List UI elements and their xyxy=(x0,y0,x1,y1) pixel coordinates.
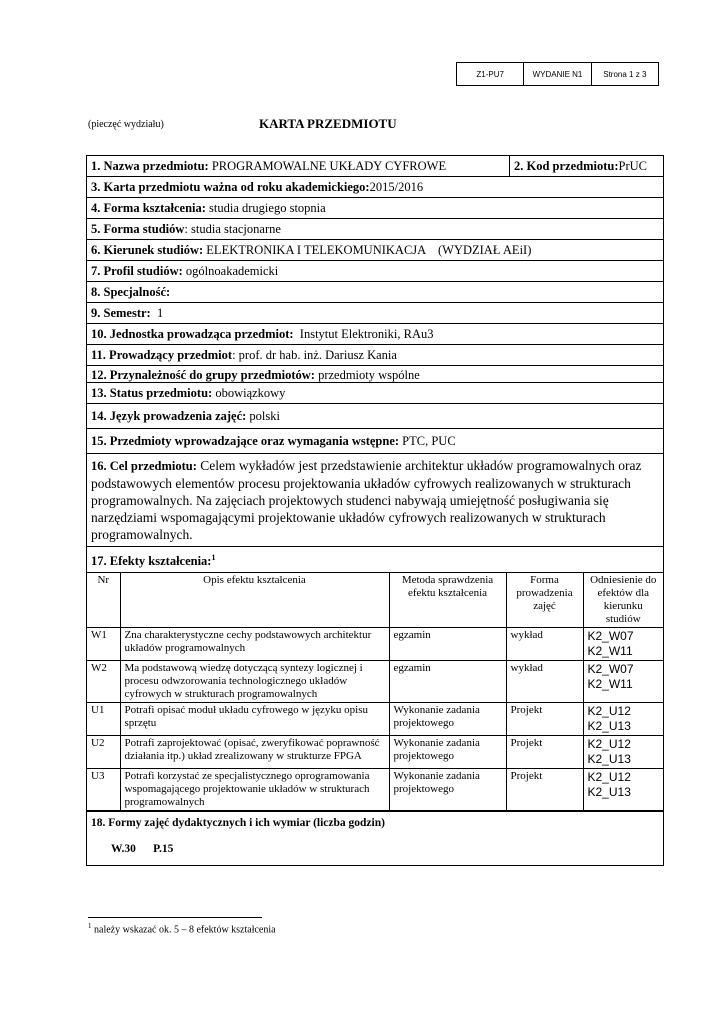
cell-ref xyxy=(583,661,663,703)
value: Instytut Elektroniki, RAu3 xyxy=(299,327,434,341)
row-valid-from xyxy=(87,176,663,197)
header-desc: Opis efektu kształcenia xyxy=(120,573,389,628)
row-learning-outcomes xyxy=(87,546,663,572)
cell-desc: Zna charakterystyczne cechy podstawowych architektur układów programowalnych xyxy=(120,628,389,661)
cell-ref xyxy=(583,769,663,811)
cell-desc: Potrafi opisać moduł układu cyfrowego w języku opisu sprzętu xyxy=(120,703,389,736)
label: 5. Forma studiów xyxy=(91,222,185,236)
page-title: KARTA PRZEDMIOTU xyxy=(259,116,397,131)
label: 15. Przedmioty wprowadzające oraz wymagania wstępne: xyxy=(91,434,400,448)
cell-method: egzamin xyxy=(389,628,506,661)
row-class-forms xyxy=(87,811,663,865)
label: 12. Przynależność do grupy przedmiotów: xyxy=(91,368,315,382)
cell-nr: U2 xyxy=(87,736,120,769)
label: 17. Efekty kształcenia: xyxy=(91,554,212,569)
label: 16. Cel przedmiotu: xyxy=(91,459,197,473)
cell-method: Wykonanie zadania projektowego xyxy=(389,736,506,769)
header-form: Forma prowadzenia zajęć xyxy=(506,573,583,628)
cell-ref xyxy=(583,628,663,661)
ref-code: K2_U12 xyxy=(587,737,631,752)
row-course-group xyxy=(87,365,663,382)
doc-code: Z1-PU7 xyxy=(476,69,504,79)
row-course-name xyxy=(87,156,663,176)
hours-value: W.30 P.15 xyxy=(111,843,174,856)
value: Celem wykładów jest przedstawienie architektur układów programowalnych oraz podstawowych elementów procesu projektowania układów cyfrowych realizowanych w strukturach programowalnych. Na zajęciach projektowych studenci nabywają umiejętność posługiwania się narzędziami wspomagającymi projektowanie układów cyfrowych realizowanych w strukturach programowalnych. xyxy=(91,458,642,542)
header-ref: Odniesienie do efektów dla kierunku studiów xyxy=(583,573,663,628)
row-study-form xyxy=(87,218,663,239)
value: : prof. dr hab. inż. Dariusz Kania xyxy=(232,348,397,362)
label: 9. Semestr: xyxy=(91,306,151,320)
cell-form: Projekt xyxy=(506,736,583,769)
row-language xyxy=(87,403,663,428)
label: 11. Prowadzący przedmiot xyxy=(91,348,233,362)
value: obowiązkowy xyxy=(215,386,286,400)
label: 18. Formy zajęć dydaktycznych i ich wymiar (liczba godzin) xyxy=(91,817,385,830)
cell-desc: Potrafi zaprojektować (opisać, zweryfikować poprawność działania itp.) układ zrealizowany w strukturze FPGA xyxy=(120,736,389,769)
ref-code: K2_U13 xyxy=(587,752,631,767)
label: 6. Kierunek studiów: xyxy=(91,243,204,257)
cell-desc: Potrafi korzystać ze specjalistycznego oprogramowania wspomagającego projektowanie układów w strukturach programowalnych xyxy=(120,769,389,811)
row-unit xyxy=(87,323,663,344)
cell-form: wykład xyxy=(506,661,583,703)
ref-code: K2_U12 xyxy=(587,770,631,785)
row-specialization xyxy=(87,281,663,302)
cell-method: Wykonanie zadania projektowego xyxy=(389,769,506,811)
footnote-mark: 1 xyxy=(211,553,216,562)
ref-code: K2_U12 xyxy=(587,704,631,719)
cell-nr: W2 xyxy=(87,661,120,703)
footnote-number: 1 xyxy=(88,922,92,930)
value: przedmioty wspólne xyxy=(318,368,420,382)
footnote-separator xyxy=(88,917,262,918)
course-card xyxy=(86,155,664,866)
cell-nr: U3 xyxy=(87,769,120,811)
table-row xyxy=(87,736,663,769)
label: 10. Jednostka prowadząca przedmiot: xyxy=(91,327,294,341)
ref-code: K2_W07 xyxy=(587,662,634,677)
faculty-stamp-label: (pieczęć wydziału) xyxy=(88,119,164,130)
label: 8. Specjalność: xyxy=(91,285,171,299)
label: 7. Profil studiów: xyxy=(91,264,183,278)
table-row xyxy=(87,703,663,736)
ref-code: K2_U13 xyxy=(587,785,631,800)
cell-nr: U1 xyxy=(87,703,120,736)
value: 1 xyxy=(156,306,164,320)
cell-nr: W1 xyxy=(87,628,120,661)
row-study-profile xyxy=(87,260,663,281)
cell-form: Projekt xyxy=(506,769,583,811)
header-nr: Nr xyxy=(87,573,120,628)
ref-code: K2_W11 xyxy=(587,644,633,659)
ref-code: K2_W11 xyxy=(587,677,633,692)
cell-method: egzamin xyxy=(389,661,506,703)
footnote-text: należy wskazać ok. 5 – 8 efektów kształcenia xyxy=(91,924,276,936)
row-field-of-study xyxy=(87,239,663,260)
row-semester xyxy=(87,302,663,323)
value: ELEKTRONIKA I TELEKOMUNIKACJA (WYDZIAŁ AEiI) xyxy=(206,243,532,257)
document-header-box xyxy=(456,62,659,86)
outcomes-table-wrap xyxy=(87,572,663,811)
label: 3. Karta przedmiotu ważna od roku akademickiego: xyxy=(91,180,370,194)
label: 1. Nazwa przedmiotu: xyxy=(91,159,209,173)
row-course-goal xyxy=(87,453,663,546)
ref-code: K2_U13 xyxy=(587,719,631,734)
label: 13. Status przedmiotu: xyxy=(91,386,213,400)
doc-edition: WYDANIE N1 xyxy=(523,63,590,85)
value: studia drugiego stopnia xyxy=(209,201,326,215)
course-name: PROGRAMOWALNE UKŁADY CYFROWE xyxy=(211,159,447,173)
row-prerequisites xyxy=(87,428,663,453)
cell-method: Wykonanie zadania projektowego xyxy=(389,703,506,736)
ref-code: K2_W07 xyxy=(587,629,634,644)
row-lecturer xyxy=(87,344,663,365)
cell-form: Projekt xyxy=(506,703,583,736)
value: : studia stacjonarne xyxy=(184,222,281,236)
cell-ref xyxy=(583,736,663,769)
value: PTC, PUC xyxy=(402,434,456,448)
table-row xyxy=(87,661,663,703)
cell-desc: Ma podstawową wiedzę dotyczącą syntezy logicznej i procesu odwzorowania technologicznego układów cyfrowych w strukturach programowalnych xyxy=(120,661,389,703)
value: polski xyxy=(249,409,280,423)
row-education-form xyxy=(87,197,663,218)
cell-ref xyxy=(583,703,663,736)
value: 2015/2016 xyxy=(369,180,424,194)
label: 14. Język prowadzenia zajęć: xyxy=(91,409,247,423)
outcomes-header-row xyxy=(87,573,663,628)
value: ogólnoakademicki xyxy=(185,264,279,278)
outcomes-table xyxy=(87,573,663,811)
label: 4. Forma kształcenia: xyxy=(91,201,206,215)
footnote xyxy=(88,922,276,935)
label: 2. Kod przedmiotu: xyxy=(514,159,619,173)
table-row xyxy=(87,769,663,811)
doc-page: Strona 1 z 3 xyxy=(591,63,658,85)
cell-form: wykład xyxy=(506,628,583,661)
course-code: PrUC xyxy=(618,159,647,173)
header-method: Metoda sprawdzenia efektu kształcenia xyxy=(389,573,506,628)
row-status xyxy=(87,382,663,403)
table-row xyxy=(87,628,663,661)
